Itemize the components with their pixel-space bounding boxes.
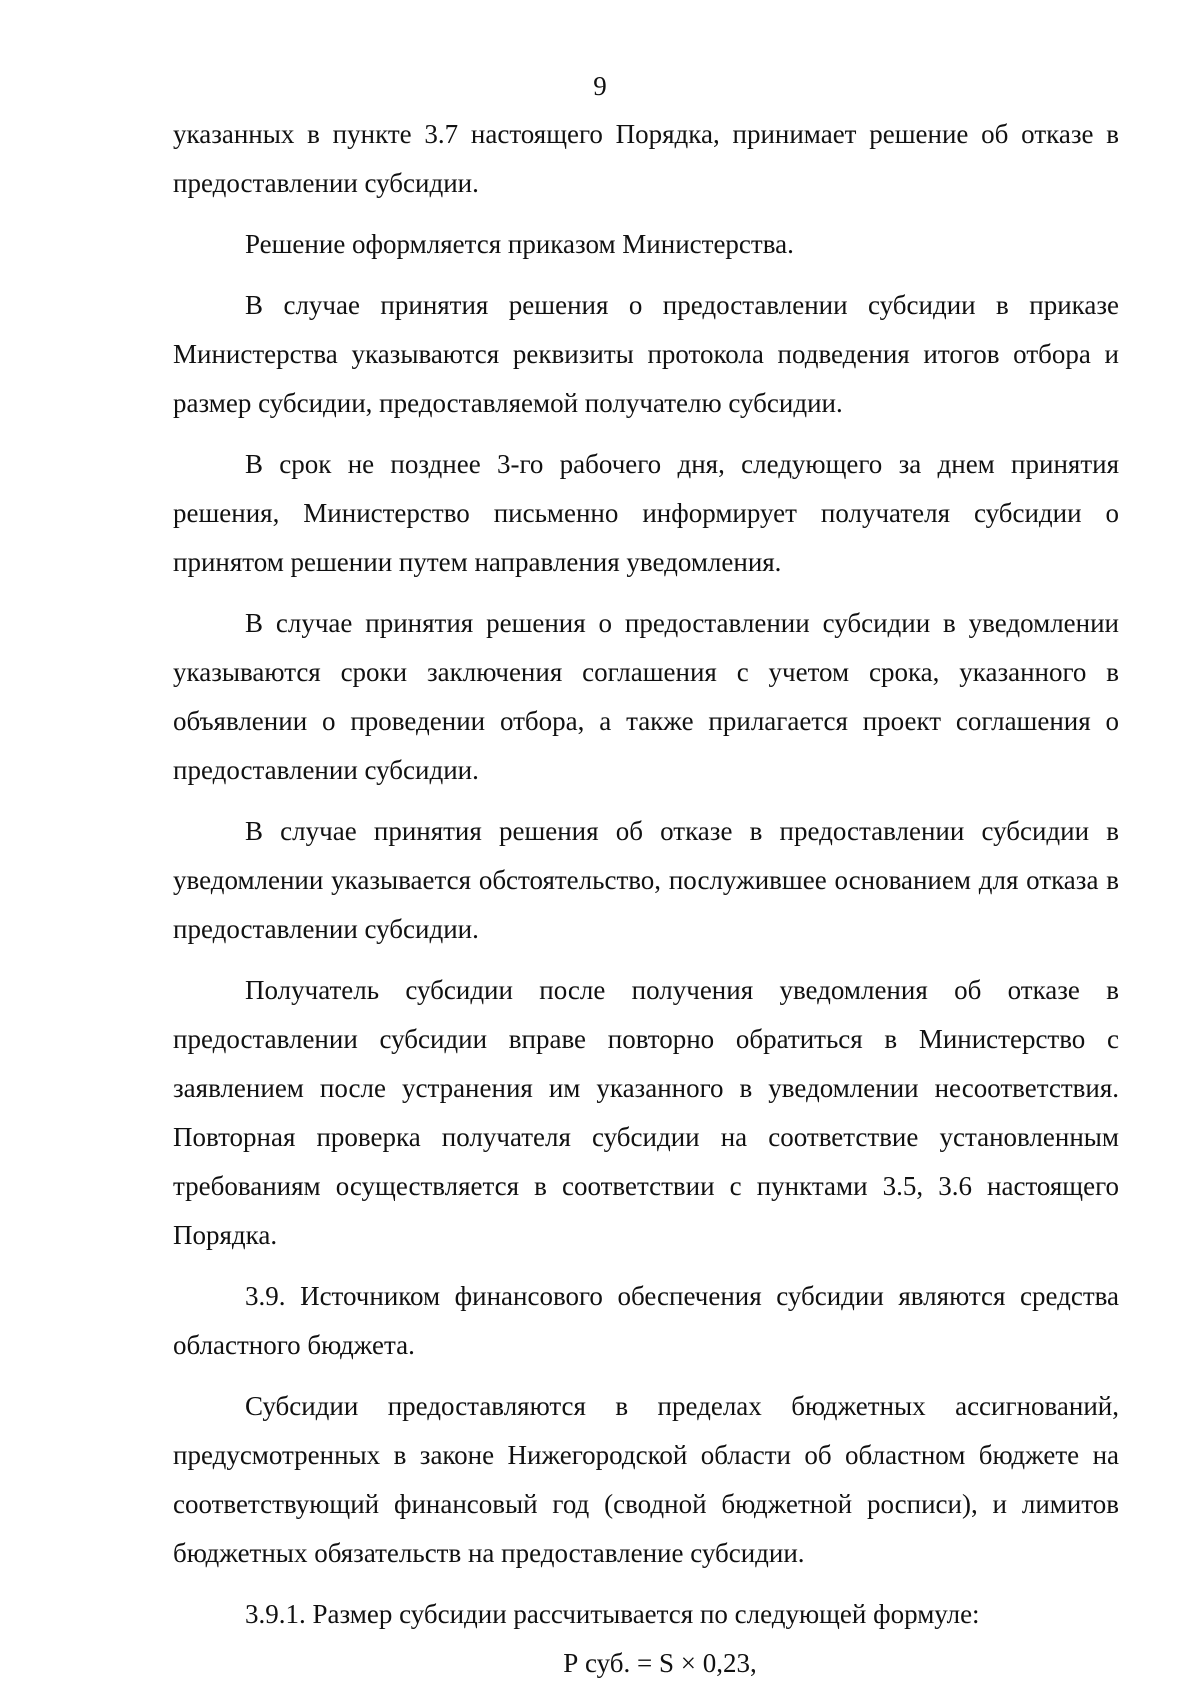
page-number: 9 [593, 71, 607, 101]
paragraph-9: Субсидии предоставляются в пределах бюджетных ассигнований, предусмотренных в законе Нижегородской области об областном бюджете на соответствующий финансовый год (сводной бюджетной росписи), и лимитов бюджетных обязательств на предоставление субсидии. [173, 1391, 1119, 1568]
paragraph-1: указанных в пункте 3.7 настоящего Порядка, принимает решение об отказе в предоставлении субсидии. [173, 119, 1119, 198]
paragraph-2: Решение оформляется приказом Министерства. [245, 229, 794, 259]
paragraph-5: В случае принятия решения о предоставлении субсидии в уведомлении указываются сроки заключения соглашения с учетом срока, указанного в объявлении о проведении отбора, а также прилагается проект соглашения о предоставлении субсидии. [173, 608, 1119, 785]
subsidy-formula: Р суб. = S × 0,23, [563, 1648, 757, 1678]
paragraph-10: 3.9.1. Размер субсидии рассчитывается по следующей формуле: [245, 1599, 980, 1629]
paragraph-6: В случае принятия решения об отказе в предоставлении субсидии в уведомлении указывается обстоятельство, послужившее основанием для отказа в предоставлении субсидии. [173, 816, 1119, 944]
paragraph-7: Получатель субсидии после получения уведомления об отказе в предоставлении субсидии вправе повторно обратиться в Министерство с заявлением после устранения им указанного в уведомлении несоответствия. Повторная проверка получателя субсидии на соответствие установленным требованиям осуществляется в соответствии с пунктами 3.5, 3.6 настоящего Порядка. [173, 975, 1119, 1250]
paragraph-4: В срок не позднее 3-го рабочего дня, следующего за днем принятия решения, Министерство письменно информирует получателя субсидии о принятом решении путем направления уведомления. [173, 449, 1119, 577]
paragraph-8: 3.9. Источником финансового обеспечения субсидии являются средства областного бюджета. [173, 1281, 1119, 1360]
paragraph-3: В случае принятия решения о предоставлении субсидии в приказе Министерства указываются реквизиты протокола подведения итогов отбора и размер субсидии, предоставляемой получателю субсидии. [173, 290, 1119, 418]
document-body [173, 110, 1119, 1688]
